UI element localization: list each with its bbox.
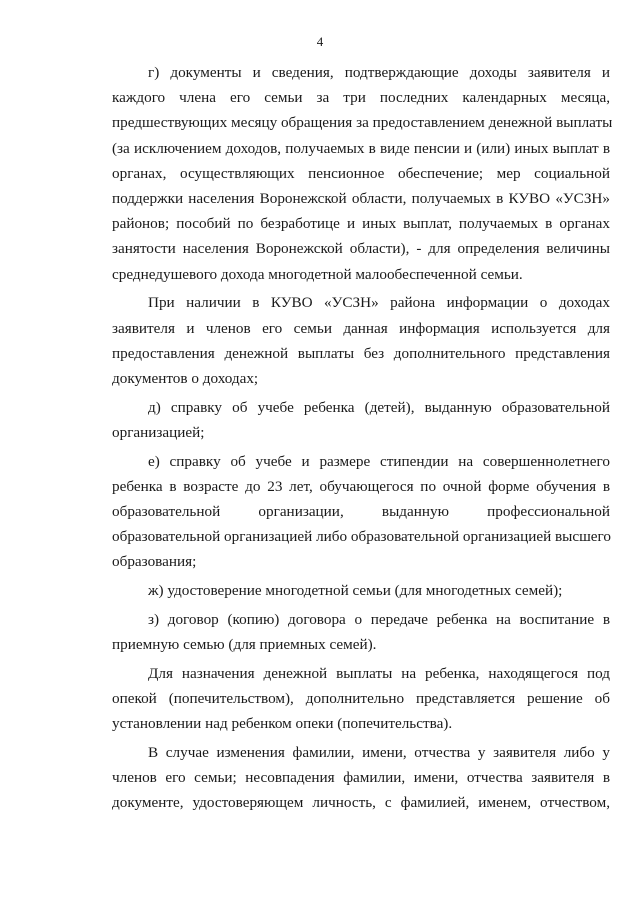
text-line: г) документы и сведения, подтверждающие доходы заявителя и [148, 64, 610, 81]
document-body [112, 60, 613, 819]
text-line: среднедушевого дохода многодетной малообеспеченной семьи. [112, 265, 523, 283]
text-line: При наличии в КУВО «УСЗН» района информации о доходах [148, 294, 610, 312]
page-number: 4 [316, 34, 324, 49]
paragraph-p4 [112, 449, 610, 575]
paragraph-p6 [112, 607, 610, 657]
text-line: з) договор (копию) договора о передаче ребенка на воспитание в [148, 610, 610, 628]
text-line: (за исключением доходов, получаемых в виде пенсии и (или) иных выплат в [112, 139, 610, 157]
text-line: ребенка в возрасте до 23 лет, обучающегося по очной форме обучения в [112, 477, 610, 495]
text-line: образования; [112, 553, 197, 571]
text-line: Для назначения денежной выплаты на ребенка, находящегося под [148, 664, 610, 682]
text-line: занятости населения Воронежской области), - для определения величины [112, 240, 610, 258]
text-line: органах, осуществляющих пенсионное обеспечение; мер социальной [112, 164, 610, 182]
paragraph-p2 [112, 290, 610, 391]
text-line: ж) удостоверение многодетной семьи (для многодетных семей); [148, 582, 563, 600]
text-line: документе, удостоверяющем личность, с фамилией, именем, отчеством, [112, 794, 610, 812]
text-line: установлении над ребенком опеки (попечительства). [112, 715, 453, 733]
text-line: предоставления денежной выплаты без дополнительного представления [112, 344, 610, 362]
text-line: В случае изменения фамилии, имени, отчества у заявителя либо у [148, 743, 610, 761]
text-line: поддержки населения Воронежской области, получаемых в КУВО «УСЗН» [112, 190, 610, 208]
text-line: е) справку об учебе и размере стипендии на совершеннолетнего [148, 452, 610, 470]
text-line: районов; пособий по безработице и иных выплат, получаемых в органах [112, 215, 610, 233]
paragraph-p1 [112, 60, 613, 287]
paragraph-p5 [112, 578, 610, 603]
text-line: д) справку об учебе ребенка (детей), выданную образовательной [148, 398, 610, 416]
text-line: каждого члена его семьи за три последних календарных месяца, [112, 89, 610, 107]
text-line: документов о доходах; [112, 369, 259, 387]
text-line: заявителя и членов его семьи данная информация используется для [112, 319, 610, 337]
text-line: образовательной организацией либо образовательной организацией высшего [112, 528, 611, 546]
paragraph-p3 [112, 395, 610, 445]
text-line: предшествующих месяцу обращения за предоставлением денежной выплаты [112, 114, 613, 132]
text-line: организацией; [112, 423, 205, 441]
text-line: приемную семью (для приемных семей). [112, 635, 377, 653]
paragraph-p8 [112, 740, 610, 816]
text-line: опекой (попечительством), дополнительно представляется решение об [112, 689, 610, 707]
paragraph-p7 [112, 661, 610, 737]
text-line: членов его семьи; несовпадения фамилии, имени, отчества заявителя в [112, 768, 610, 786]
text-line: образовательной организации, выданную профессиональной [112, 502, 610, 520]
